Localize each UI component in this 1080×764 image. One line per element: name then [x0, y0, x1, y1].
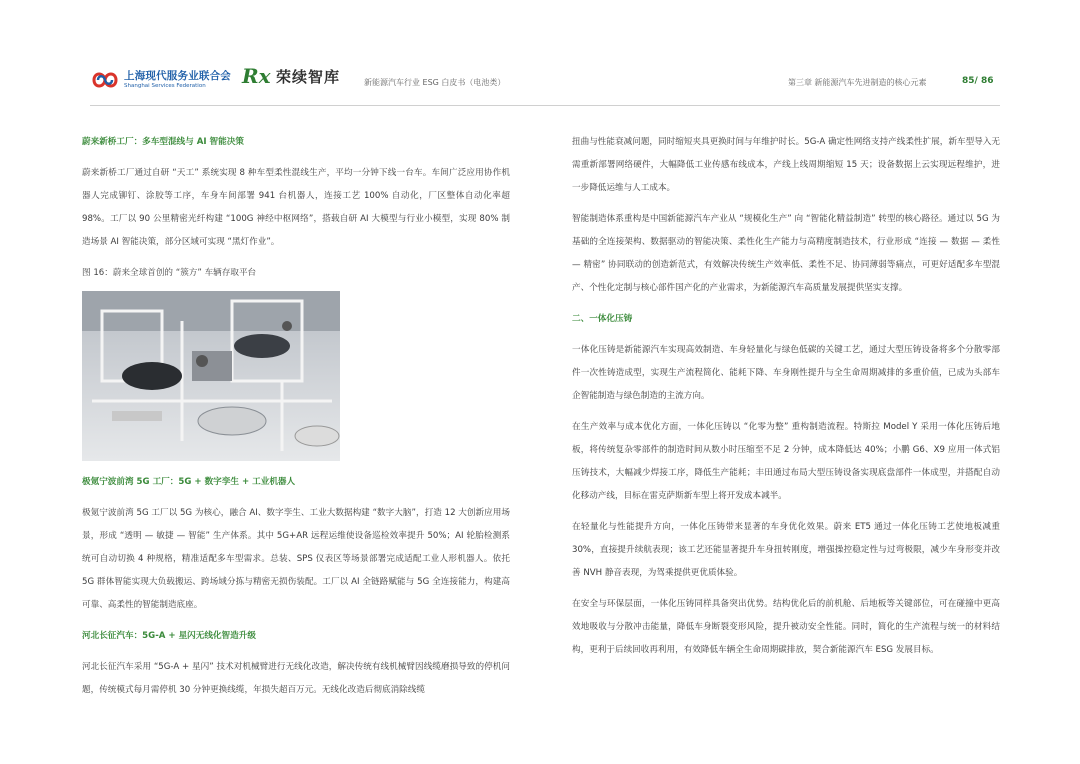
rx-logo-icon: Rx [242, 64, 271, 88]
document-title: 新能源汽车行业 ESG 白皮书（电池类） [364, 78, 506, 87]
right-column [572, 131, 1000, 670]
section-heading-die-casting: 二、一体化压铸 [572, 314, 633, 324]
section-heading-nio: 蔚来新桥工厂：多车型混线与 AI 智能决策 [82, 137, 244, 147]
section-heading-changzheng: 河北长征汽车：5G-A + 星闪无线化智造升级 [82, 631, 256, 641]
section-heading-zeekr: 极氪宁波前湾 5G 工厂：5G + 数字孪生 + 工业机器人 [82, 477, 296, 487]
factory-photo [82, 291, 340, 461]
left-column [82, 131, 510, 710]
ssf-logo [90, 66, 260, 94]
ssf-logo-icon [90, 66, 120, 94]
chapter-title: 第三章 新能源汽车先进制造的核心元素 [788, 78, 927, 87]
paragraph-zeekr: 极氪宁波前湾 5G 工厂以 5G 为核心，融合 AI、数字孪生、工业大数据构建 “数字大脑”，打造 12 大创新应用场景，形成 “透明 — 敏捷 — 智能” 生产体系。其中 5G+AR 远程运维使设备巡检效率提升 50%；AI 轮胎检测系统可自动切换 4 种规格，精准适配多车型需求。总装、SPS 仪表区等场景部署完成适配工业人形机器人。依托 5G 群体智能实现大负载搬运、跨场域分拣与精密无损伤装配。工厂以 AI 全链路赋能与 5G 全连接能力，构建高可靠、高柔性的智能制造底座。 [82, 508, 510, 610]
brand-name: 荣续智库 [276, 68, 341, 86]
paragraph-safety: 在安全与环保层面，一体化压铸同样具备突出优势。结构优化后的前机舱、后地板等关键部位，可在碰撞中更高效地吸收与分散冲击能量，降低车身断裂变形风险，提升被动安全性能。同时，简化的生产流程与统一的材料结构，更利于后续回收再利用，有效降低车辆全生命周期碳排放，契合新能源汽车 ESG 发展目标。 [572, 599, 1000, 655]
header-divider [90, 105, 1000, 106]
paragraph-smart-manufacturing: 智能制造体系重构是中国新能源汽车产业从 “规模化生产” 向 “智能化精益制造” 转型的核心路径。通过以 5G 为基础的全连接架构、数据驱动的智能决策、柔性化生产能力与高精度制造技术，行业形成 “连接 — 数据 — 柔性 — 精密” 协同联动的创造新范式，有效解决传统生产效率低、柔性不足、协同薄弱等痛点，可更好适配多车型混产、个性化定制与核心部件国产化的产业需求，为新能源汽车高质量发展提供坚实支撑。 [572, 214, 1000, 293]
org-name: 上海现代服务业联合会 [124, 70, 231, 82]
page-number: 85/ 86 [962, 76, 994, 86]
paragraph-efficiency: 在生产效率与成本优化方面，一体化压铸以 “化零为整” 重构制造流程。特斯拉 Model Y 采用一体化压铸后地板，将传统复杂零部件的制造时间从数小时压缩至不足 2 分钟，成本降低达 40%；小鹏 G6、X9 应用一体式铝压铸技术，大幅减少焊接工序，降低生产能耗；丰田通过布局大型压铸设备实现底盘部件一体成型，并搭配自动化移动产线，目标在雷克萨斯新车型上将开发成本减半。 [572, 422, 1000, 501]
factory-photo-image [82, 291, 340, 461]
page-header [90, 60, 1000, 108]
paragraph-changzheng: 河北长征汽车采用 “5G-A + 星闪” 技术对机械臂进行无线化改造，解决传统有线机械臂因线缆磨损导致的停机问题，传统模式每月需停机 30 分钟更换线缆，年损失超百万元。无线化改造后彻底消除线缆 [82, 662, 510, 695]
org-name-en: Shanghai Services Federation [124, 83, 206, 89]
figure-caption: 图 16：蔚来全球首创的 “簇方” 车辆存取平台 [82, 268, 257, 278]
paragraph-lightweight: 在轻量化与性能提升方向，一体化压铸带来显著的车身优化效果。蔚来 ET5 通过一体化压铸工艺使地板减重 30%，直接提升续航表现；该工艺还能显著提升车身扭转刚度，增强操控稳定性与过弯极限，减少车身形变并改善 NVH 静音表现，为驾乘提供更优质体验。 [572, 522, 1000, 578]
paragraph-nio: 蔚来新桥工厂通过自研 “天工” 系统实现 8 种车型柔性混线生产，平均一分钟下线一台车。车间广泛应用协作机器人完成铆钉、涂胶等工序，车身车间部署 941 台机器人，连接工艺 100% 自动化，厂区整体自动化率超 98%。工厂以 90 公里精密光纤构建 “100G 神经中枢网络”，搭载自研 AI 大模型与行业小模型，实现 80% 制造场景 AI 智能决策，部分区域可实现 “黑灯作业”。 [82, 168, 510, 247]
paragraph-die-casting-intro: 一体化压铸是新能源汽车实现高效制造、车身轻量化与绿色低碳的关键工艺，通过大型压铸设备将多个分散零部件一次性铸造成型，实现生产流程简化、能耗下降、车身刚性提升与全生命周期减排的多重价值，已成为头部车企智能制造与绿色制造的主流方向。 [572, 345, 1000, 401]
paragraph-changzheng-cont: 扭曲与性能衰减问题，同时缩短夹具更换时间与年维护时长。5G-A 确定性网络支持产线柔性扩展，新车型导入无需重新部署网络硬件，大幅降低工业传感布线成本，产线上线周期缩短 15 天；设备数据上云实现远程维护，进一步降低运维与人工成本。 [572, 137, 1000, 193]
